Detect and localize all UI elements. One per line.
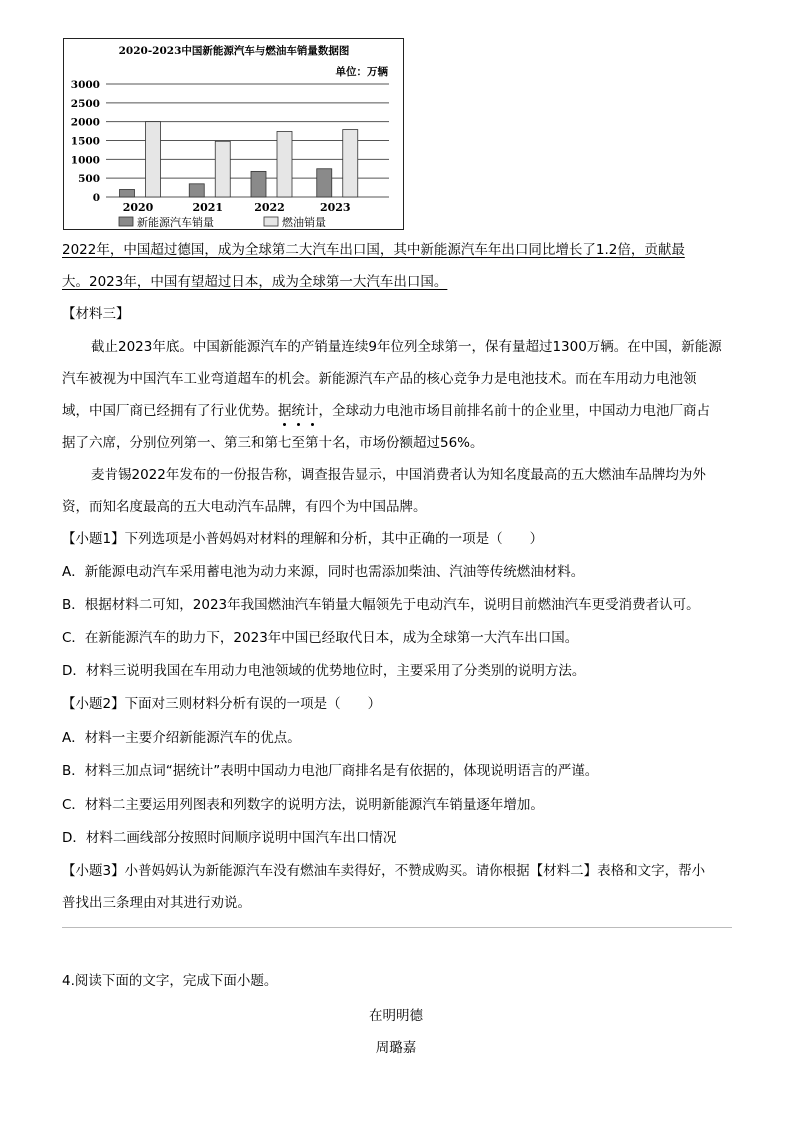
bar-new-energy (251, 171, 266, 197)
y-tick-label: 1500 (70, 135, 100, 148)
bar-new-energy (189, 184, 204, 197)
question-2-option-d: D．材料二画线部分按照时间顺序说明中国汽车出口情况 (62, 830, 397, 846)
y-tick-label: 500 (78, 173, 100, 186)
question-1: 【小题1】下列选项是小普妈妈对材料的理解和分析，其中正确的一项是（ ） (62, 531, 544, 547)
chart-canvas (64, 39, 403, 229)
sales-bar-chart (63, 38, 404, 230)
question-2-option-b: B．材料三加点词“据统计”表明中国动力电池厂商排名是有依据的，体现说明语言的严谨。 (62, 763, 599, 779)
legend-swatch-new-energy (119, 217, 133, 226)
question-2-option-a: A．材料一主要介绍新能源汽车的优点。 (62, 730, 301, 746)
bar-fuel (146, 122, 161, 197)
x-tick-label: 2021 (192, 201, 224, 214)
question-1-option-c: C．在新能源汽车的助力下，2023年中国已经取代日本，成为全球第一大汽车出口国。 (62, 630, 579, 646)
legend-label-fuel: 燃油销量 (282, 216, 326, 229)
y-tick-label: 3000 (70, 79, 100, 91)
material3-paragraph2-line-2: 资，而知名度最高的五大电动汽车品牌，有四个为中国品牌。 (62, 499, 427, 515)
bar-new-energy (120, 189, 135, 197)
question-2-option-c: C．材料二主要运用列图表和列数字的说明方法，说明新能源汽车销量逐年增加。 (62, 797, 544, 813)
section-divider (62, 927, 732, 928)
legend-swatch-fuel (264, 217, 278, 226)
question-3-line-1: 【小题3】小普妈妈认为新能源汽车没有燃油车卖得好，不赞成购买。请你根据【材料二】表格和文字，帮小 (62, 863, 706, 879)
question-2: 【小题2】下面对三则材料分析有误的一项是（ ） (62, 696, 382, 712)
x-tick-label: 2023 (319, 201, 351, 214)
question-3-line-2: 普找出三条理由对其进行劝说。 (62, 895, 251, 911)
question-1-option-d: D．材料三说明我国在车用动力电池领域的优势地位时，主要采用了分类别的说明方法。 (62, 663, 586, 679)
question-1-option-a: A．新能源电动汽车采用蓄电池为动力来源，同时也需添加柴油、汽油等传统燃油材料。 (62, 564, 585, 580)
y-tick-label: 2000 (70, 116, 100, 129)
material3-paragraph-line-2: 汽车被视为中国汽车工业弯道超车的机会。新能源汽车产品的核心竞争力是电池技术。而在车用动力电池领 (62, 371, 697, 387)
line3-prefix: 域，中国厂商已经拥有了行业优势。 (62, 403, 278, 419)
line3-suffix: ，全球动力电池市场目前排名前十的企业里，中国动力电池厂商占 (318, 403, 710, 419)
material3-heading: 【材料三】 (62, 306, 130, 322)
underlined-paragraph-line-2: 大。2023年，中国有望超过日本，成为全球第一大汽车出口国。 (62, 274, 448, 290)
emphasis-dot (311, 423, 314, 426)
bar-fuel (277, 131, 292, 197)
bar-fuel (343, 130, 358, 197)
y-tick-label: 2500 (70, 97, 100, 110)
underlined-paragraph-line-1: 2022年，中国超过德国，成为全球第二大汽车出口国，其中新能源汽车年出口同比增长了1.2倍，贡献最 (62, 242, 685, 258)
y-tick-label: 1000 (70, 154, 100, 167)
bar-fuel (215, 141, 230, 197)
material3-paragraph-line-3 (62, 402, 732, 420)
chart-unit-label: 单位：万辆 (335, 66, 388, 78)
x-tick-label: 2022 (254, 201, 285, 214)
material3-paragraph-line-4: 据了六席，分别位列第一、第三和第七至第十名，市场份额超过56%。 (62, 435, 484, 451)
chart-title: 2020-2023中国新能源汽车与燃油车销量数据图 (118, 45, 350, 57)
emphasized-word (278, 403, 319, 419)
article-title: 在明明德 (369, 1008, 423, 1024)
article-author: 周璐嘉 (375, 1040, 417, 1056)
emphasized-word-text: 据统计 (278, 403, 319, 419)
section-4-instruction: 4.阅读下面的文字，完成下面小题。 (62, 973, 278, 989)
y-tick-label: 0 (92, 192, 100, 204)
x-tick-label: 2020 (122, 201, 154, 214)
legend-label-new-energy: 新能源汽车销量 (137, 216, 214, 229)
question-1-option-b: B．根据材料二可知，2023年我国燃油汽车销量大幅领先于电动汽车，说明目前燃油汽车更受消费者认可。 (62, 597, 700, 613)
bar-new-energy (317, 169, 332, 197)
emphasis-dot (283, 423, 286, 426)
material3-paragraph-line-1: 截止2023年底。中国新能源汽车的产销量连续9年位列全球第一，保有量超过1300万辆。在中国，新能源 (91, 339, 722, 355)
emphasis-dot (297, 423, 300, 426)
material3-paragraph2-line-1: 麦肯锡2022年发布的一份报告称，调查报告显示，中国消费者认为知名度最高的五大燃油车品牌均为外 (91, 467, 706, 483)
